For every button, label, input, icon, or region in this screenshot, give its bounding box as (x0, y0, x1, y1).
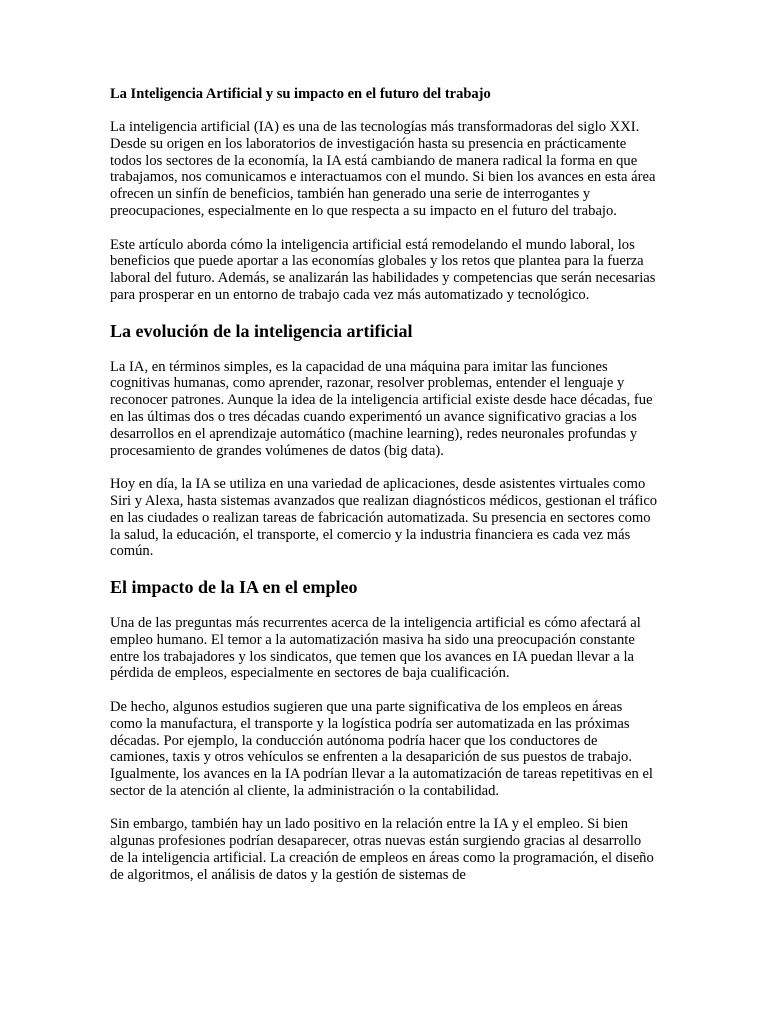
evolution-paragraph-1: La IA, en términos simples, es la capacidad de una máquina para imitar las funciones cognitivas humanas, como aprender, razonar, resolver problemas, entender el lenguaje y reconocer patrones. Aunque la idea de la inteligencia artificial existe desde hace décadas, fue en las últimas dos o tres décadas cuando experimentó un avance significativo gracias a los desarrollos en el aprendizaje automático (machine learning), redes neuronales profundas y procesamiento de grandes volúmenes de datos (big data). (110, 358, 653, 459)
document-page (110, 86, 658, 900)
section-heading-evolution: La evolución de la inteligencia artificial (110, 320, 413, 341)
document-title: La Inteligencia Artificial y su impacto en el futuro del trabajo (110, 86, 491, 102)
intro-paragraph-2: Este artículo aborda cómo la inteligencia artificial está remodelando el mundo laboral, los beneficios que puede aportar a las economías globales y los retos que plantea para la fuerza laboral del futuro. Además, se analizarán las habilidades y competencias que serán necesarias para prosperar en un entorno de trabajo cada vez más automatizado y tecnológico. (110, 236, 656, 303)
evolution-paragraph-2: Hoy en día, la IA se utiliza en una variedad de aplicaciones, desde asistentes virtuales como Siri y Alexa, hasta sistemas avanzados que realizan diagnósticos médicos, gestionan el tráfico en las ciudades o realizan tareas de fabricación automatizada. Su presencia en sectores como la salud, la educación, el transporte, el comercio y la industria financiera es cada vez más común. (110, 476, 658, 560)
employment-paragraph-3: Sin embargo, también hay un lado positivo en la relación entre la IA y el empleo. Si bien algunas profesiones podrían desaparecer, otras nuevas están surgiendo gracias al desarrollo de la inteligencia artificial. La creación de empleos en áreas como la programación, el diseño de algoritmos, el análisis de datos y la gestión de sistemas de (110, 816, 654, 883)
section-heading-employment: El impacto de la IA en el empleo (110, 576, 358, 597)
employment-paragraph-2: De hecho, algunos estudios sugieren que una parte significativa de los empleos en áreas como la manufactura, el transporte y la logística podría ser automatizada en las próximas décadas. Por ejemplo, la conducción autónoma podría hacer que los conductores de camiones, taxis y otros vehículos se enfrenten a la desaparición de sus puestos de trabajo. Igualmente, los avances en la IA podrían llevar a la automatización de tareas repetitivas en el sector de la atención al cliente, la administración o la contabilidad. (110, 698, 653, 799)
employment-paragraph-1: Una de las preguntas más recurrentes acerca de la inteligencia artificial es cómo afectará al empleo humano. El temor a la automatización masiva ha sido una preocupación constante entre los trabajadores y los sindicatos, que temen que los avances en IA puedan llevar a la pérdida de empleos, especialmente en sectores de baja cualificación. (110, 614, 641, 682)
intro-paragraph-1: La inteligencia artificial (IA) es una de las tecnologías más transformadoras del siglo XXI. Desde su origen en los laboratorios de investigación hasta su presencia en prácticamente todos los sectores de la economía, la IA está cambiando de manera radical la forma en que trabajamos, nos comunicamos e interactuamos con el mundo. Si bien los avances en esta área ofrecen un sinfín de beneficios, también han generado una serie de interrogantes y preocupaciones, especialmente en lo que respecta a su impacto en el futuro del trabajo. (110, 119, 656, 219)
